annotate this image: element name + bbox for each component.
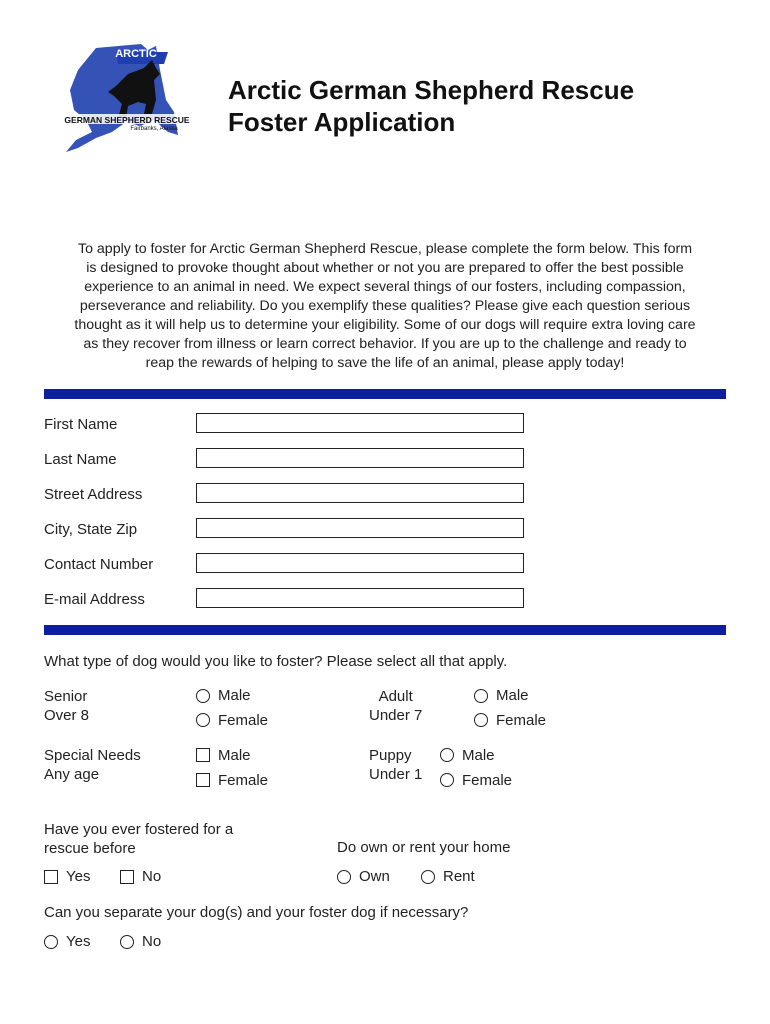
fostered-question-line2: rescue before <box>44 840 136 857</box>
fostered-question-line1: Have you ever fostered for a <box>44 821 234 838</box>
email-label: E-mail Address <box>44 591 145 608</box>
special-male-checkbox[interactable] <box>196 748 210 762</box>
intro-line: experience to an animal in need. We expect several things of our fosters, including compassion, <box>84 279 686 295</box>
intro-line: reap the rewards of helping to save the life of an animal, please apply today! <box>145 355 625 371</box>
title-line-1: Arctic German Shepherd Rescue <box>228 75 635 105</box>
senior-female-radio[interactable] <box>196 713 210 727</box>
senior-female-label: Female <box>218 712 269 729</box>
special-needs-label-line2: Any age <box>44 766 100 783</box>
senior-male-radio[interactable] <box>196 689 210 703</box>
intro-line: as they recover from illness or learn correct behavior. If you are up to the challenge and ready to <box>83 336 687 352</box>
fostered-no-checkbox[interactable] <box>120 870 134 884</box>
adult-label <box>369 687 422 725</box>
special-female-checkbox[interactable] <box>196 773 210 787</box>
fostered-question <box>44 820 233 858</box>
adult-female-radio[interactable] <box>474 713 488 727</box>
intro-line: is designed to provoke thought about whether or not you are prepared to offer the best possible <box>86 260 684 276</box>
separate-no-radio[interactable] <box>120 935 134 949</box>
first-name-label: First Name <box>44 416 118 433</box>
separate-yes-label: Yes <box>66 933 91 950</box>
senior-label-line2: Over 8 <box>44 707 90 724</box>
contact-number-input[interactable] <box>196 553 524 573</box>
logo-sub-text: Fairbanks, Alaska <box>130 126 178 132</box>
puppy-male-radio[interactable] <box>440 748 454 762</box>
puppy-label-line1: Puppy <box>369 747 412 764</box>
adult-label-line2: Under 7 <box>369 707 423 724</box>
separate-no-label: No <box>142 933 162 950</box>
senior-label <box>44 687 89 725</box>
city-state-zip-label: City, State Zip <box>44 521 138 538</box>
street-address-input[interactable] <box>196 483 524 503</box>
section-divider <box>44 389 726 399</box>
puppy-female-label: Female <box>462 772 513 789</box>
last-name-label: Last Name <box>44 451 117 468</box>
home-own-radio[interactable] <box>337 870 351 884</box>
adult-male-label: Male <box>496 687 529 704</box>
puppy-label-line2: Under 1 <box>369 766 423 783</box>
first-name-input[interactable] <box>196 413 524 433</box>
special-male-label: Male <box>218 747 251 764</box>
home-rent-label: Rent <box>443 868 475 885</box>
city-state-zip-input[interactable] <box>196 518 524 538</box>
dog-type-question: What type of dog would you like to foster? Please select all that apply. <box>44 653 508 670</box>
rescue-logo <box>56 40 196 155</box>
puppy-label <box>369 746 422 784</box>
separate-yes-radio[interactable] <box>44 935 58 949</box>
special-needs-label <box>44 746 141 784</box>
adult-label-line1: Adult <box>378 688 413 705</box>
puppy-male-label: Male <box>462 747 495 764</box>
fostered-yes-label: Yes <box>66 868 91 885</box>
email-input[interactable] <box>196 588 524 608</box>
section-divider <box>44 625 726 635</box>
street-address-label: Street Address <box>44 486 143 503</box>
adult-male-radio[interactable] <box>474 689 488 703</box>
page-title <box>228 74 634 138</box>
intro-line: To apply to foster for Arctic German Shepherd Rescue, please complete the form below. This form <box>77 241 693 257</box>
intro-line: perseverance and reliability. Do you exemplify these qualities? Please give each question serious <box>79 298 691 314</box>
senior-male-label: Male <box>218 687 251 704</box>
adult-female-label: Female <box>496 712 547 729</box>
puppy-female-radio[interactable] <box>440 773 454 787</box>
fostered-yes-checkbox[interactable] <box>44 870 58 884</box>
logo-bottom-text: GERMAN SHEPHERD RESCUE <box>64 115 190 125</box>
special-female-label: Female <box>218 772 269 789</box>
intro-paragraph <box>40 240 730 373</box>
special-needs-label-line1: Special Needs <box>44 747 141 764</box>
last-name-input[interactable] <box>196 448 524 468</box>
separate-question: Can you separate your dog(s) and your foster dog if necessary? <box>44 904 469 921</box>
contact-number-label: Contact Number <box>44 556 154 573</box>
intro-line: thought as it will help us to determine your eligibility. Some of our dogs will require extra loving care <box>74 317 696 333</box>
logo-top-text: ARCTIC <box>115 48 157 60</box>
senior-label-line1: Senior <box>44 688 88 705</box>
home-rent-radio[interactable] <box>421 870 435 884</box>
home-own-label: Own <box>359 868 390 885</box>
fostered-no-label: No <box>142 868 162 885</box>
title-line-2: Foster Application <box>228 107 456 137</box>
home-question: Do own or rent your home <box>337 839 511 856</box>
